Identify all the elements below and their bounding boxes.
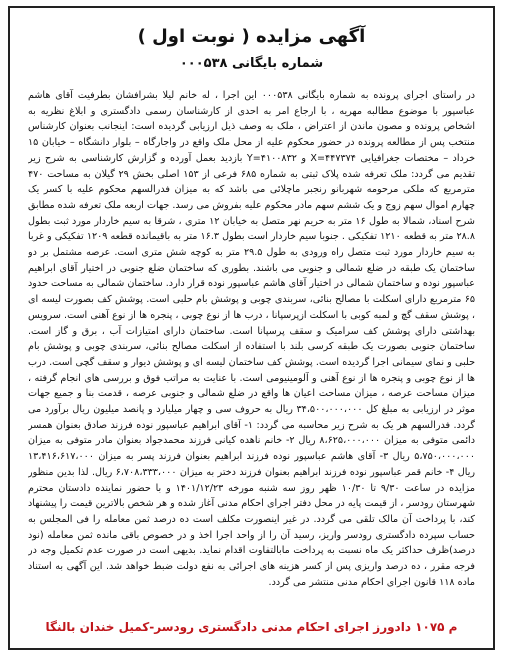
- notice-title: آگهی مزایده ( نوبت اول ): [137, 26, 366, 47]
- notice-body: در راستای اجرای پرونده به شماره بایگانی ۰۰۰۵۳۸ این اجرا ، له خانم لیلا بشرافشان بطرفیت آقای هاشم عباسپور با موضوع مطالبه مهریه ، با ارجاع امر به احدی از کارشناسان رسمی دادگستری و ابلاغ نظریه به اشخاص پرونده و مصون ماندن از اعتراض ، ملک به وصف ذیل ارزیابی گردیده است: اینجانب بعنوان کارشناس منتخب پس از مطالعه پرونده در حضور محکوم علیه از محل ملک واقع در واجارگاه – بلوار دانشگاه – خیابان ۱۵ خرداد – مختصات جغرافیایی X=۴۴۷۳۷۴ و Y=۴۱۰۰۸۳۲ بازدید بعمل آورده و گزارش کارشناسی به شرح زیر تقدیم می گردد: ملک تعرفه شده پلاک ثبتی به شماره ۶۸۵ فرعی از ۱۵۳ اصلی بخش ۲۹ گیلان به مساحت ۴۷۰ مترمربع که ملکی مرحومه شهربانو رنجبر ماچلائی می باشد که به میزان فدرالسهم محکوم علیه با کسر یک چهارم اموال سهم زوج و یک ششم سهم مادر محکوم علیه بفروش می رسد. جهات اربعه ملک تعرفه شده مطابق شرح اسناد، شمالا به طول ۱۶ متر به حریم نهر متصل به خیابان ۱۲ متری ، شرقا به سیم خاردار مورد ثبت بطول ۲۸.۸ متر به قطعه ۱۲۱۰ تفکیکی . جنوبا سیم خاردار است بطول ۱۶.۳ متر به باقیمانده قطعه ۱۲۰۹ تفکیکی و غربا به سیم خاردار مورد ثبت متصل راه ورودی به طول ۲۹.۵ متر به کوچه شش متری است. عرصه مشتمل بر دو ساختمان یک طبقه در ضلع شمالی و جنوبی می باشند. بطوری که ساختمان ضلع جنوبی در اختیار آقای ابراهیم عباسپور نوده و ساختمان شمالی در اختیار آقای هاشم عباسپور نوده قرار دارد. ساختمان شمالی به مساحت حدود ۶۵ مترمربع دارای اسکلت با مصالح بنائی، سربندی چوبی و پوشش بام حلبی است. پوشش کف بصورت لیسه ای ، پوشش سقف گچ و لمبه کوبی با اسکلت ازپرسپانا ، درب ها از نوع چوبی ، پنجره ها از نوع آهنی است. سرویس بهداشتی دارای پوشش کف سرامیک و سقف پرسپانا است. ساختمان دارای امتیازات آب ، برق و گاز است. ساختمان جنوبی بصورت یک طبقه کرسی بلند با استفاده از اسکلت مصالح بنائی، سربندی چوبی و پوشش بام حلبی و نمای سیمانی اجرا گردیده است. پوشش کف ساختمان لیسه ای و پوشش دیوار و سقف گچی است. درب ها از نوع چوبی و پنجره ها از نوع آهنی و آلومینیومی است. با عنایت به مراتب فوق و بررسی های انجام گرفته ، میزان مساحت عرصه ، میزان مساحت اعیان ها واقع در ضلع شمالی و جنوبی عرصه ، قدمت بنا و جمیع جهات موثر در ارزیابی به مبلغ کل ۳۴،۵۰۰،۰۰۰،۰۰۰ ریال به حروف سی و چهار میلیارد و پانصد میلیون ریال برآورد می گردد. فدرالسهم هر یک به شرح زیر محاسبه می گردد: ۱- آقای ابراهیم عباسپور نوده فرزند صادق بعنوان همسر دائمی متوفی به میزان ۸،۶۲۵،۰۰۰،۰۰۰ ریال ۲- خانم ناهده کیانی فرزند محمدجواد بعنوان مادر متوفی به میزان ۵،۷۵۰،۰۰۰،۰۰۰ ریال ۳- آقای هاشم عباسپور نوده فرزند ابراهیم بعنوان فرزند پسر به میزان ۱۳،۴۱۶،۶۱۷،۰۰۰ ریال ۴- خانم قمر عباسپور نوده فرزند ابراهیم بعنوان فرزند دختر به میزان ۶،۷۰۸،۳۳۳،۰۰۰ ریال. لذا بدین منظور مزایده در ساعت ۹/۳۰ تا ۱۰/۳۰ ظهر روز سه شنبه مورخه ۱۴۰۱/۱۲/۲۳ و با حضور نماینده دادستان محترم شهرستان رودسر ، از قیمت پایه در محل دفتر اجرای احکام مدنی آغاز شده و هر شخص بالاترین قیمت را پیشنهاد کند، با پرداخت آن مالک تلقی می گردد. در غیر اینصورت مکلف است ده درصد ثمن معامله را فی المجلس به حساب سپرده دادگستری رودسر واریز، رسید آن را از واحد اجرا اخذ و در خصوص باقی مانده ثمن معامله (نود درصد)ظرف حداکثر یک ماه نسبت به پرداخت مابالتفاوت اقدام نماید. بدیهی است در صورت عدم تکمیل وجه در فرجه مقرر ، ده درصد واریزی پس از کسر هزینه های اجرائی به نفع دولت ضبط خواهد شد. این آگهی به استناد ماده ۱۱۸ قانون اجرای احکام مدنی منتشر می گردد.: [28, 90, 475, 588]
- notice-frame: [8, 6, 495, 650]
- notice-signature: م ۱۰۷۵ دادورز اجرای احکام مدنی دادگستری رودسر-کمیل خندان بالنگا: [45, 620, 458, 634]
- archive-number: شماره بایگانی ۰۰۰۵۳۸: [179, 56, 324, 71]
